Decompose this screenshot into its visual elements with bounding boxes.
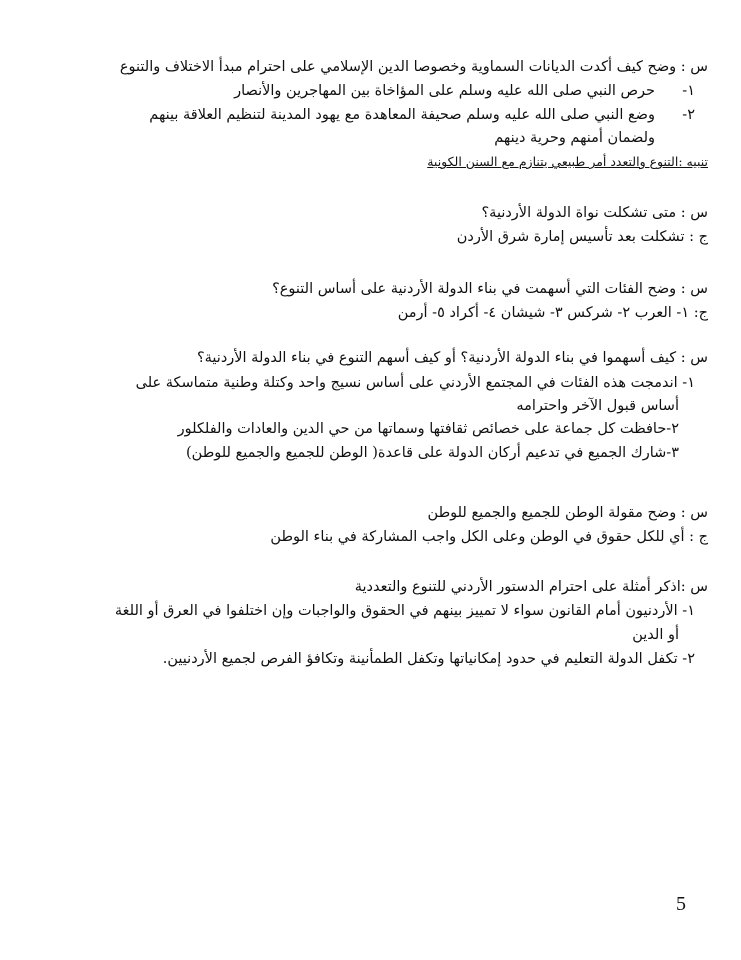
q1-item-2-cont: ولضمان أمنهم وحرية دينهم <box>494 130 655 146</box>
q1-item-1: حرص النبي صلى الله عليه وسلم على المؤاخاة بين المهاجرين والأنصار <box>234 83 655 99</box>
question-4: س : كيف أسهموا في بناء الدولة الأردنية؟ أو كيف أسهم التنوع في بناء الدولة الأردنية؟ <box>196 350 708 366</box>
question-3: س : وضح الفئات التي أسهمت في بناء الدولة الأردنية على أساس التنوع؟ <box>272 281 708 297</box>
question-1: س : وضح كيف أكدت الديانات السماوية وخصوصا الدين الإسلامي على احترام مبدأ الاختلاف والتنوع <box>119 59 708 75</box>
q6-item-2: ٢- تكفل الدولة التعليم في حدود إمكانياتها وتكفل الطمأنينة وتكافؤ الفرص لجميع الأردنيين. <box>162 651 695 667</box>
q4-item-3: ٣-شارك الجميع في تدعيم أركان الدولة على قاعدة( الوطن للجميع والجميع للوطن) <box>186 445 679 461</box>
answer-2: ج : تشكلت بعد تأسيس إمارة شرق الأردن <box>456 229 708 245</box>
q4-item-2: ٢-حافظت كل جماعة على خصائص ثقافتها وسماتها من حي الدين والعادات والفلكلور <box>177 421 679 437</box>
item-number: ٢- <box>682 107 695 123</box>
q1-item-2: وضع النبي صلى الله عليه وسلم صحيفة المعاهدة مع يهود المدينة لتنظيم العلاقة بينهم <box>149 107 655 123</box>
page-number: 5 <box>676 893 686 915</box>
q6-item-1-cont: أو الدين <box>632 627 679 643</box>
q4-item-1-cont: أساس قبول الآخر واحترامه <box>516 398 679 414</box>
question-5: س : وضح مقولة الوطن للجميع والجميع للوطن <box>427 505 708 521</box>
q6-item-1: ١- الأردنيون أمام القانون سواء لا تمييز بينهم في الحقوق والواجبات وإن اختلفوا في العرق أو اللغة <box>114 603 695 619</box>
item-number: ١- <box>682 83 695 99</box>
q4-item-1: ١- اندمجت هذه الفئات في المجتمع الأردني على أساس نسيج واحد وكتلة وطنية متماسكة على <box>135 375 695 391</box>
answer-5: ج : أي للكل حقوق في الوطن وعلى الكل واجب المشاركة في بناء الوطن <box>270 529 708 545</box>
answer-3: ج: ١- العرب ٢- شركس ٣- شيشان ٤- أكراد ٥- أرمن <box>397 305 708 321</box>
question-2: س : متى تشكلت نواة الدولة الأردنية؟ <box>481 205 708 221</box>
question-6: س :اذكر أمثلة على احترام الدستور الأردني للتنوع والتعددية <box>354 579 708 595</box>
note: تنبيه :التنوع والتعدد أمر طبيعي يتنازم مع السنن الكونية <box>427 154 708 169</box>
